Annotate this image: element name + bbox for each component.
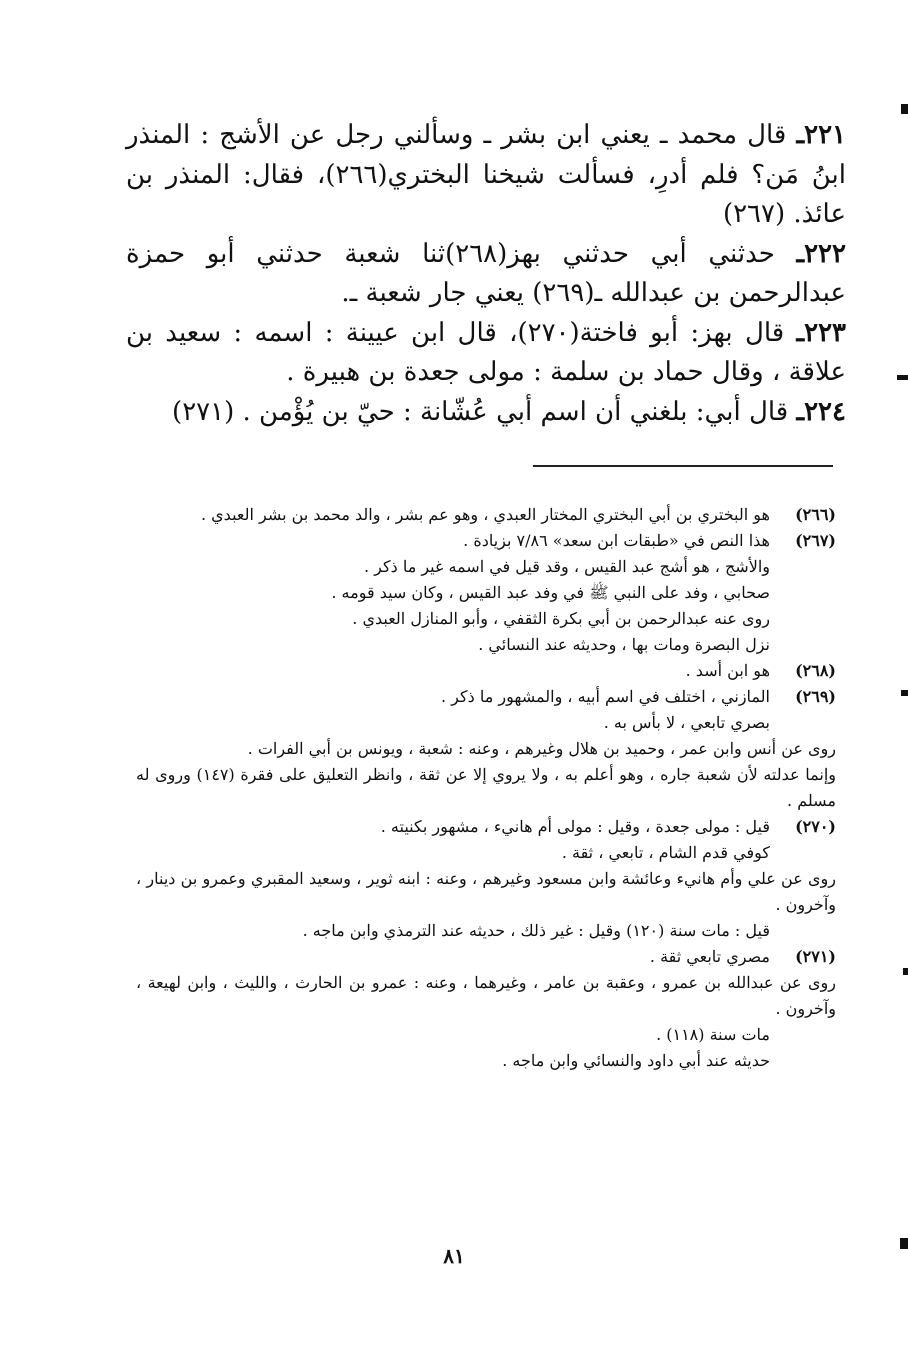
footnote-266 <box>136 502 836 528</box>
footnote-number: (٢٧٠) <box>795 817 836 836</box>
footnote-separator <box>533 465 833 467</box>
paragraph-text: قال محمد ـ يعني ابن بشر ـ وسألني رجل عن الأشج : المنذر ابنُ مَن؟ فلم أدرِ، فسألت شيخنا البختري(٢٦٦)، فقال: المنذر بن عائذ. (٢٦٧) <box>126 120 846 229</box>
footnote-269 <box>136 684 836 814</box>
footnote-line: هذا النص في «طبقات ابن سعد» ٧/٨٦ بزيادة . <box>463 531 770 550</box>
footnote-line: مصري تابعي ثقة . <box>649 947 770 966</box>
paragraph-text: قال أبي: بلغني أن اسم أبي عُشّانة : حيّ بن يُؤْمن . (٢٧١) <box>172 396 789 427</box>
footnote-number: (٢٦٦) <box>795 505 836 524</box>
margin-mark <box>897 375 908 380</box>
paragraph-223 <box>126 314 846 393</box>
footnote-line: كوفي قدم الشام ، تابعي ، ثقة . <box>561 843 770 862</box>
footnotes <box>136 502 836 1074</box>
paragraph-221 <box>126 116 846 235</box>
footnote-line: روى عن عبدالله بن عمرو ، وعقبة بن عامر ، وغيرهما ، وعنه : عمرو بن الحارث ، والليث ، وابن لهيعة ، وآخرون . <box>136 973 836 1018</box>
paragraph-number: ٢٢١ـ <box>796 120 847 150</box>
footnote-271 <box>136 944 836 1074</box>
paragraph-text: قال بهز: أبو فاختة(٢٧٠)، قال ابن عيينة : اسمه : سعيد بن علاقة ، وقال حماد بن سلمة : مولى جعدة بن هبيرة . <box>126 317 846 387</box>
footnote-line: صحابي ، وفد على النبي ﷺ في وفد عبد القيس ، وكان سيد قومه . <box>331 583 770 602</box>
margin-mark <box>903 968 908 975</box>
footnote-line: هو البختري بن أبي البختري المختار العبدي ، وهو عم بشر ، والد محمد بن بشر العبدي . <box>200 505 770 524</box>
footnote-line: حديثه عند أبي داود والنسائي وابن ماجه . <box>502 1051 770 1070</box>
footnote-line: نزل البصرة ومات بها ، وحديثه عند النسائي . <box>478 635 770 654</box>
footnote-line: مات سنة (١١٨) . <box>656 1025 770 1044</box>
paragraph-number: ٢٢٣ـ <box>796 317 847 348</box>
margin-mark <box>901 104 908 114</box>
footnote-line: هو ابن أسد . <box>685 661 770 680</box>
footnote-line: روى عنه عبدالرحمن بن أبي بكرة الثقفي ، وأبو المنازل العبدي . <box>352 609 770 628</box>
footnote-number: (٢٦٩) <box>795 687 836 706</box>
paragraph-222 <box>126 235 846 314</box>
paragraph-number: ٢٢٤ـ <box>796 396 846 427</box>
footnote-270 <box>136 814 836 944</box>
footnote-number: (٢٦٨) <box>795 661 836 680</box>
margin-mark <box>900 1238 908 1249</box>
paragraph-text: حدثني أبي حدثني بهز(٢٦٨)ثنا شعبة حدثني أبو حمزة عبدالرحمن بن عبدالله ـ(٢٦٩) يعني جار شعبة ـ. <box>126 238 846 308</box>
footnote-number: (٢٦٧) <box>795 531 836 550</box>
footnote-line: قيل : مات سنة (١٢٠) وقيل : غير ذلك ، حديثه عند الترمذي وابن ماجه . <box>302 921 770 940</box>
main-text <box>126 116 846 432</box>
footnote-267 <box>136 528 836 658</box>
paragraph-224 <box>126 393 846 433</box>
footnote-268 <box>136 658 836 684</box>
footnote-line: والأشج ، هو أشج عبد القيس ، وقد قيل في اسمه غير ما ذكر . <box>363 557 770 576</box>
page-number: ٨١ <box>443 1244 465 1268</box>
footnote-line: بصري تابعي ، لا بأس به . <box>603 713 770 732</box>
footnote-line: روى عن أنس وابن عمر ، وحميد بن هلال وغيرهم ، وعنه : شعبة ، ويونس بن أبي الفرات . <box>247 739 836 758</box>
footnote-line: المازني ، اختلف في اسم أبيه ، والمشهور ما ذكر . <box>441 687 770 706</box>
footnote-line: قيل : مولى جعدة ، وقيل : مولى أم هانيء ، مشهور بكنيته . <box>380 817 770 836</box>
footnote-line: روى عن علي وأم هانيء وعائشة وابن مسعود وغيرهم ، وعنه : ابنه ثوير ، وسعيد المقبري وعمرو بن دينار ، وآخرون . <box>136 869 837 914</box>
margin-mark <box>901 690 908 696</box>
footnote-line: وإنما عدلته لأن شعبة جاره ، وهو أعلم به ، ولا يروي إلا عن ثقة ، وانظر التعليق على فقرة (١٤٧) وروى له مسلم . <box>136 765 836 810</box>
paragraph-number: ٢٢٢ـ <box>796 238 846 269</box>
footnote-number: (٢٧١) <box>795 947 836 966</box>
